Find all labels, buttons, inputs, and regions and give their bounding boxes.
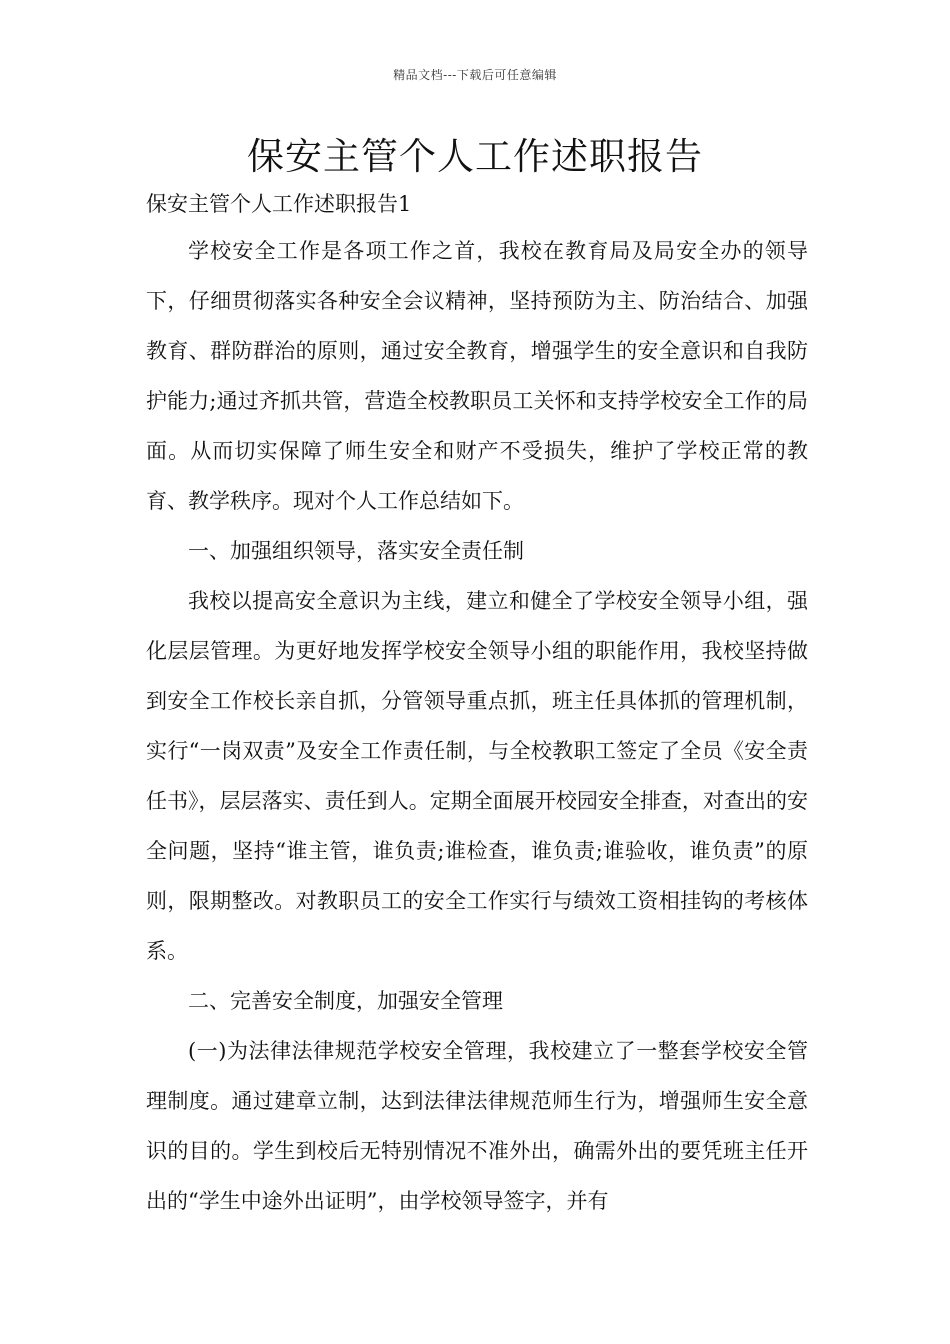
paragraph-section-1: 我校以提高安全意识为主线，建立和健全了学校安全领导小组，强化层层管理。为更好地发挥学校安全领导小组的职能作用，我校坚持做到安全工作校长亲自抓，分管领导重点抓，班主任具体抓的管理机制，实行“一岗双责”及安全工作责任制，与全校教职工签定了全员《安全责任书》，层层落实、责任到人。定期全面展开校园安全排查，对查出的安全问题，坚持“谁主管，谁负责;谁检查，谁负责;谁验收，谁负责”的原则，限期整改。对教职员工的安全工作实行与绩效工资相挂钩的考核体系。 <box>146 589 808 963</box>
paragraph-section-2: (一)为法律法律规范学校安全管理，我校建立了一整套学校安全管理制度。通过建章立制，达到法律法律规范师生行为，增强师生安全意识的目的。学生到校后无特别情况不准外出，确需外出的要凭班主任开出的“学生中途外出证明”，由学校领导签字，并有 <box>146 1039 808 1213</box>
document-subtitle: 保安主管个人工作述职报告1 <box>146 192 412 216</box>
section-heading-1: 一、加强组织领导，落实安全责任制 <box>188 539 524 563</box>
document-body <box>146 226 808 1226</box>
header-note: 精品文档---下载后可任意编辑 <box>393 68 557 82</box>
paragraph-intro: 学校安全工作是各项工作之首，我校在教育局及局安全办的领导下，仔细贯彻落实各种安全会议精神，坚持预防为主、防治结合、加强教育、群防群治的原则，通过安全教育，增强学生的安全意识和自我防护能力;通过齐抓共管，营造全校教职员工关怀和支持学校安全工作的局面。从而切实保障了师生安全和财产不受损失，维护了学校正常的教育、教学秩序。现对个人工作总结如下。 <box>146 239 808 513</box>
section-heading-2: 二、完善安全制度，加强安全管理 <box>188 989 503 1013</box>
document-title: 保安主管个人工作述职报告 <box>247 135 703 178</box>
